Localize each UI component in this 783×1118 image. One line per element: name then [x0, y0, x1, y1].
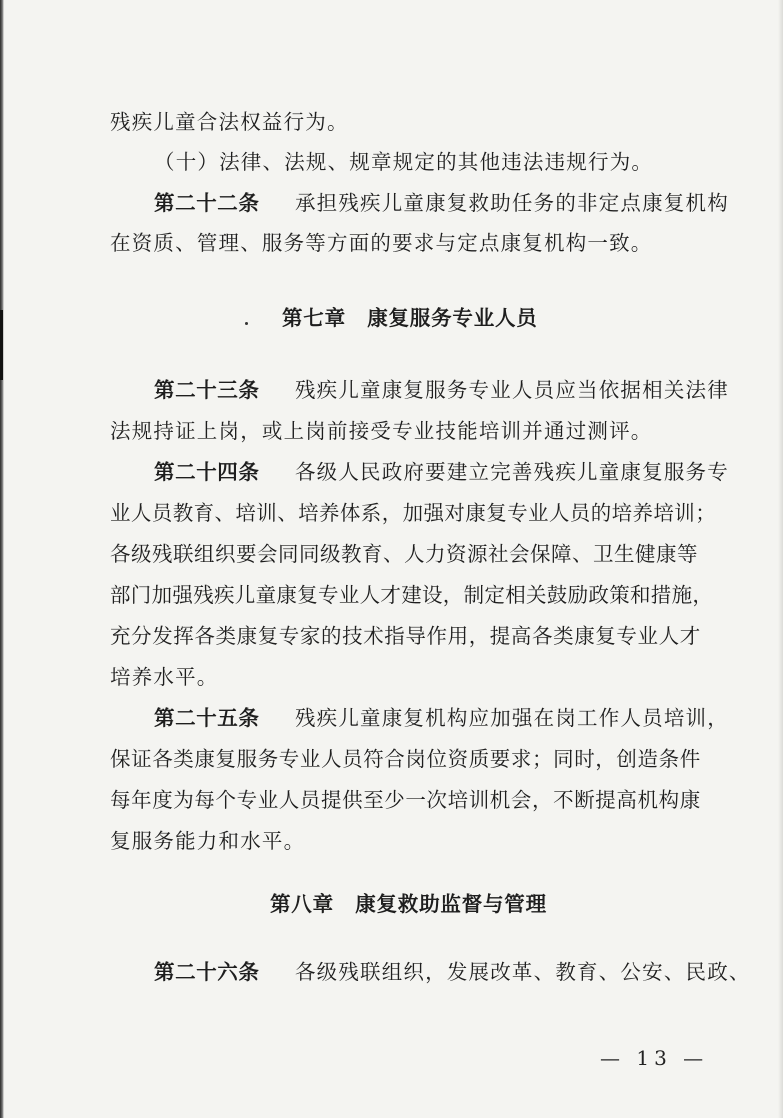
scan-edge-left — [0, 0, 4, 1118]
line-text: 充分发挥各类康复专家的技术指导作用，提高各类康复专业人才 — [110, 624, 701, 648]
text-line — [110, 622, 701, 650]
line-text: 法规持证上岗，或上岗前接受专业技能培训并通过测评。 — [110, 419, 653, 443]
article-line — [154, 958, 751, 986]
stray-dot — [245, 322, 248, 325]
article-number: 第二十二条 — [154, 191, 260, 215]
text-line — [154, 148, 653, 176]
article-line — [154, 189, 729, 217]
scan-edge-right — [778, 0, 783, 1118]
line-text: 各级残联组织要会同同级教育、人力资源社会保障、卫生健康等 — [110, 542, 698, 566]
line-text: 复服务能力和水平。 — [110, 829, 306, 853]
line-text: 每年度为每个专业人员提供至少一次培训机会，不断提高机构康 — [110, 788, 701, 812]
line-text: 部门加强残疾儿童康复专业人才建设，制定相关鼓励政策和措施， — [110, 583, 714, 607]
line-text: 业人员教育、培训、培养体系，加强对康复专业人员的培养培训； — [110, 501, 717, 525]
line-text: 培养水平。 — [110, 665, 219, 689]
article-line — [154, 376, 729, 404]
line-text: 各级人民政府要建立完善残疾儿童康复服务专 — [294, 460, 729, 484]
line-text: 残疾儿童康复机构应加强在岗工作人员培训， — [294, 706, 729, 730]
text-line — [110, 663, 219, 691]
text-line — [110, 540, 698, 568]
line-text: 保证各类康复服务专业人员符合岗位资质要求；同时，创造条件 — [110, 747, 701, 771]
text-line — [110, 108, 349, 136]
line-text: 承担残疾儿童康复救助任务的非定点康复机构 — [294, 191, 729, 215]
text-line — [110, 827, 305, 855]
scan-mark — [0, 310, 3, 380]
chapter-heading: 第七章 康复服务专业人员 — [282, 306, 538, 330]
text-line — [110, 417, 653, 445]
text-line — [110, 581, 713, 609]
line-text: （十）法律、法规、规章规定的其他违法违规行为。 — [154, 150, 654, 174]
article-number: 第二十四条 — [154, 460, 260, 484]
line-text: 残疾儿童康复服务专业人员应当依据相关法律 — [294, 378, 729, 402]
text-line — [110, 786, 701, 814]
page-number: — 13 — — [600, 1046, 709, 1070]
article-number: 第二十三条 — [154, 378, 260, 402]
article-line — [154, 704, 729, 732]
text-line — [110, 745, 701, 773]
text-line — [110, 229, 653, 257]
article-number: 第二十六条 — [154, 960, 260, 984]
chapter-heading: 第八章 康复救助监督与管理 — [270, 892, 547, 916]
article-number: 第二十五条 — [154, 706, 260, 730]
text-line — [110, 499, 716, 527]
line-text: 各级残联组织，发展改革、教育、公安、民政、 — [294, 960, 751, 984]
line-text: 残疾儿童合法权益行为。 — [110, 110, 349, 134]
article-line — [154, 458, 729, 486]
line-text: 在资质、管理、服务等方面的要求与定点康复机构一致。 — [110, 231, 653, 255]
